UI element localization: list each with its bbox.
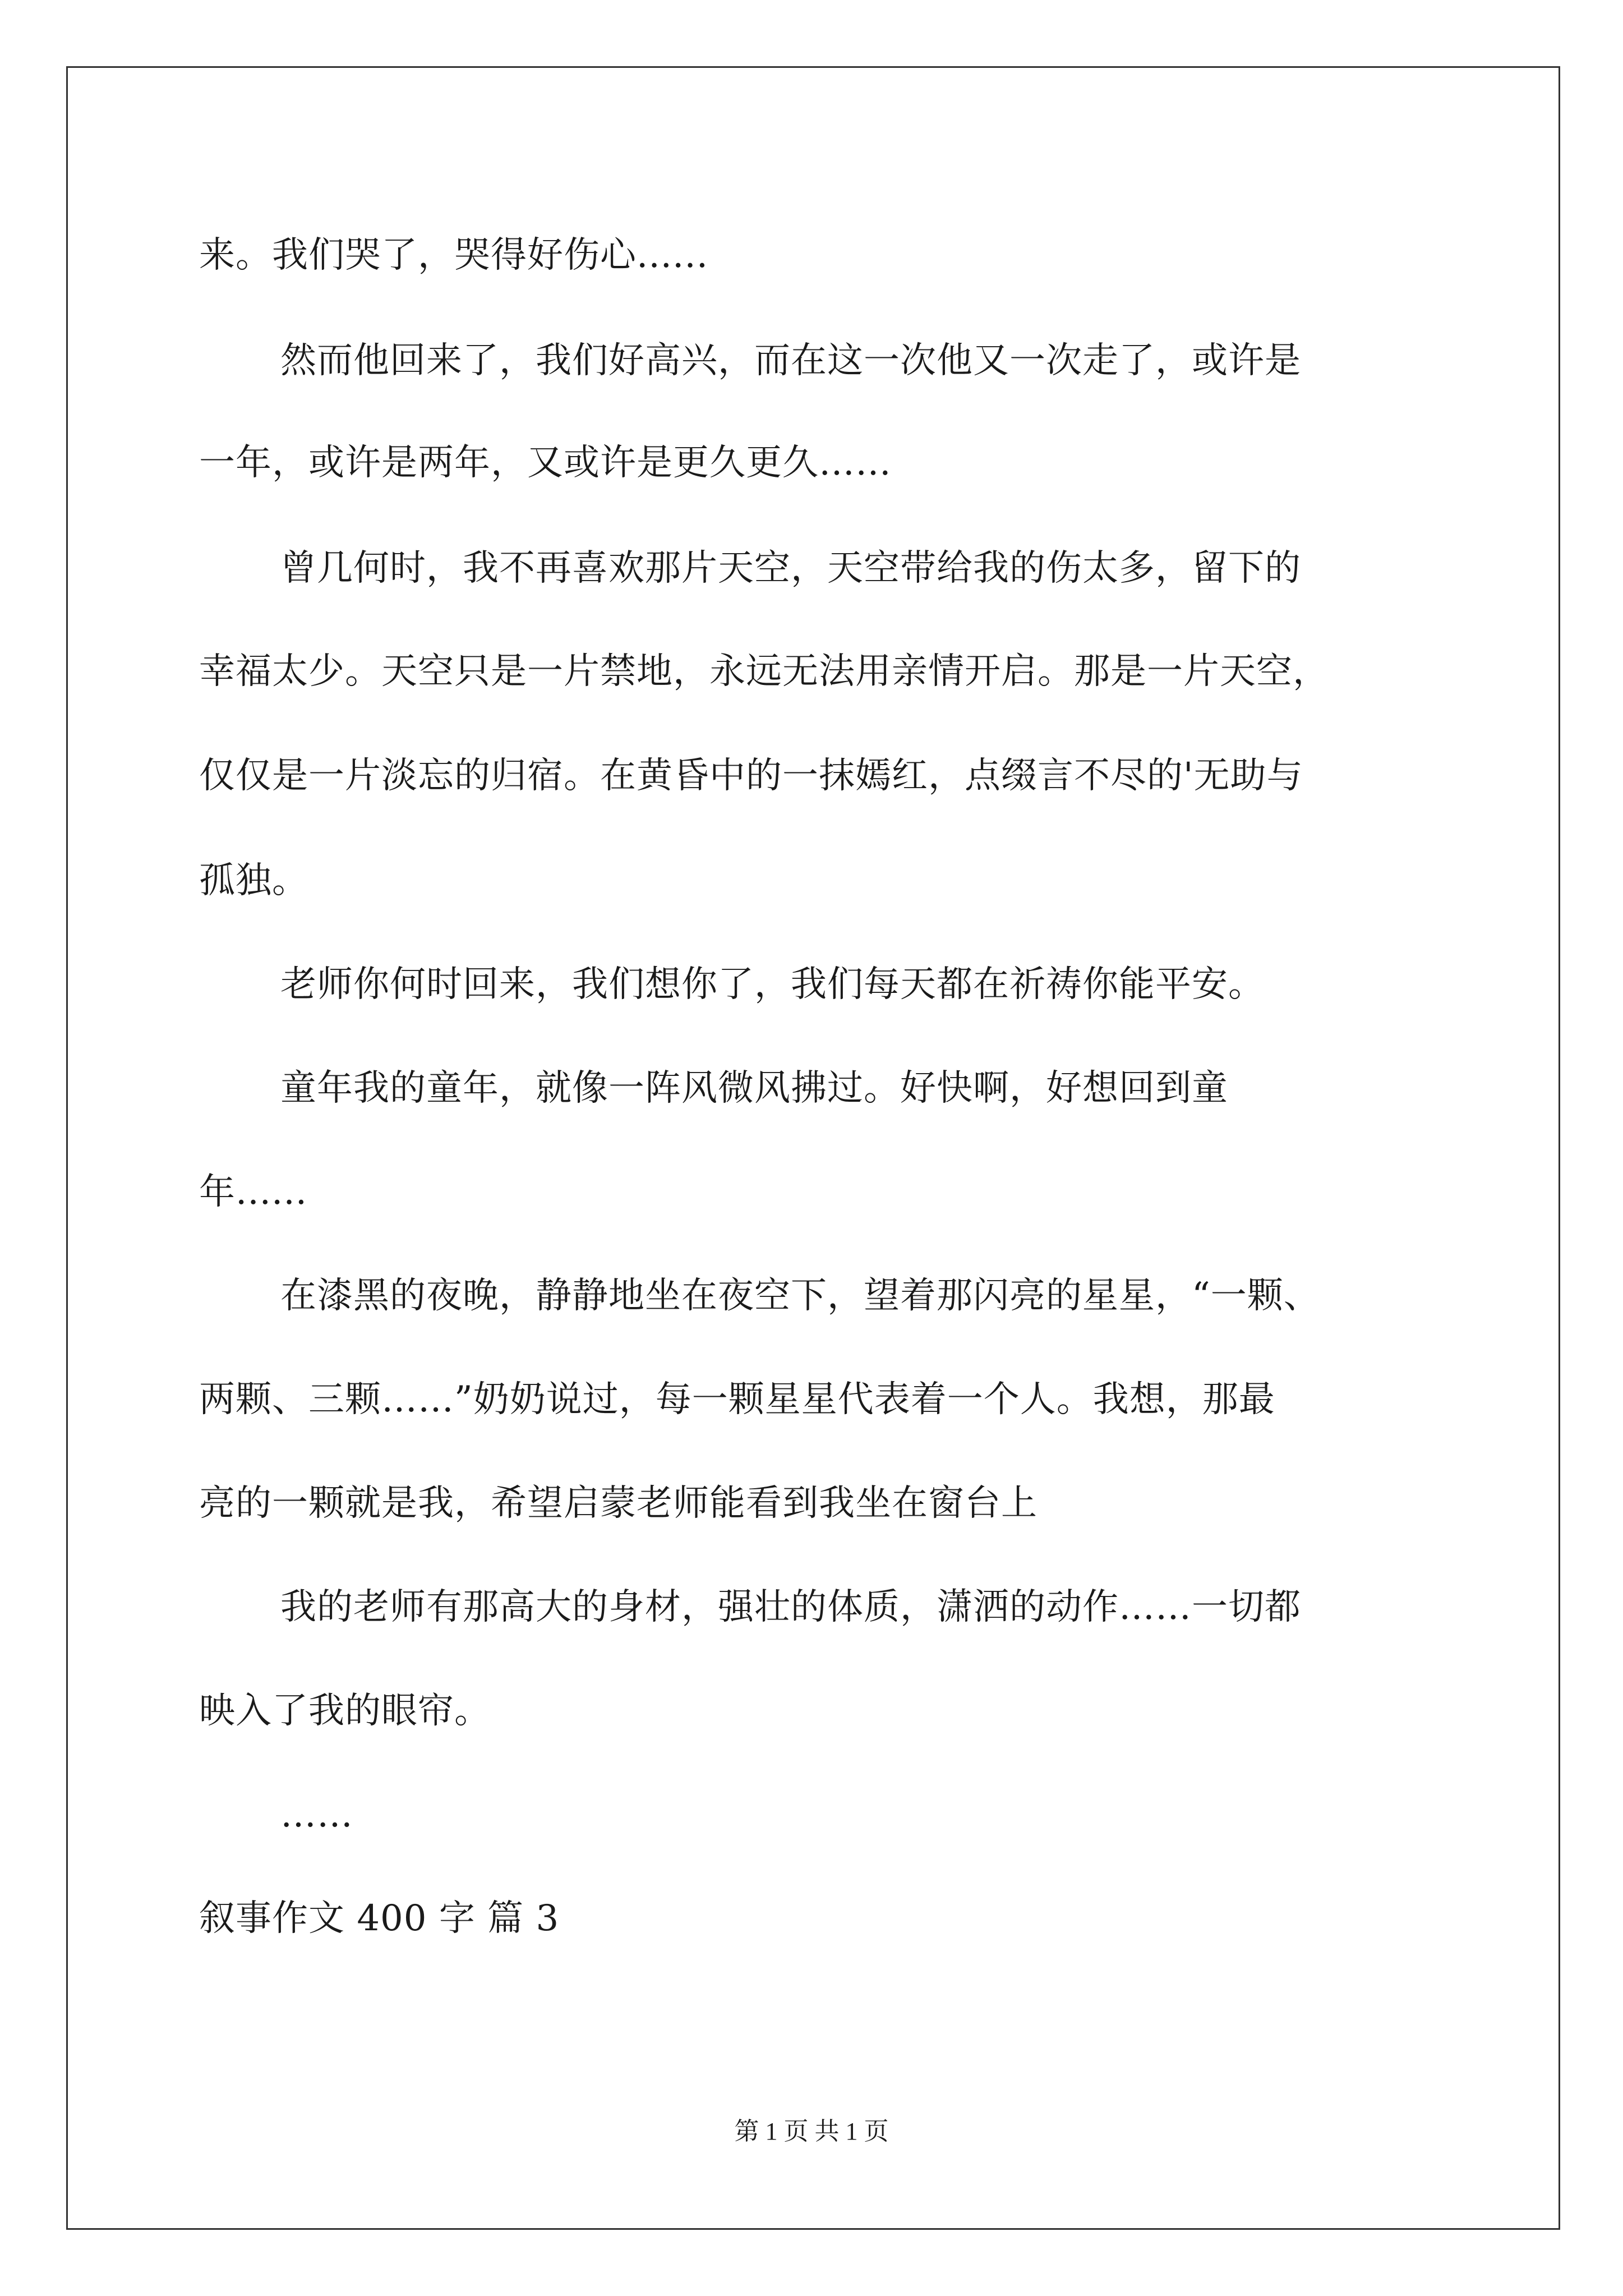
text-line-1: 来。我们哭了，哭得好伤心...... <box>199 234 709 276</box>
section-heading: 叙事作文 400 字 篇 3 <box>199 1898 560 1939</box>
text-line-13: 亮的一颗就是我，希望启蒙老师能看到我坐在窗台上 <box>199 1483 1038 1524</box>
text-line-6: 仅仅是一片淡忘的归宿。在黄昏中的一抹嫣红，点缀言不尽的'无助与 <box>199 755 1303 797</box>
page-footer: 第 1 页 共 1 页 <box>734 2118 889 2145</box>
text-line-8: 老师你何时回来，我们想你了，我们每天都在祈祷你能平安。 <box>280 964 1265 1005</box>
ellipsis-line: …… <box>280 1794 353 1835</box>
text-line-5: 幸福太少。天空只是一片禁地，永远无法用亲情开启。那是一片天空， <box>199 651 1329 692</box>
text-line-3: 一年，或许是两年，又或许是更久更久…… <box>199 442 892 484</box>
text-line-14: 我的老师有那高大的身材，强壮的体质，潇洒的动作……一切都 <box>280 1586 1301 1628</box>
text-line-15: 映入了我的眼帘。 <box>199 1690 491 1732</box>
text-line-11: 在漆黑的夜晚，静静地坐在夜空下，望着那闪亮的星星，“一颗、 <box>280 1275 1320 1317</box>
text-line-4: 曾几何时，我不再喜欢那片天空，天空带给我的伤太多，留下的 <box>280 547 1301 589</box>
text-line-9: 童年我的童年，就像一阵风微风拂过。好快啊，好想回到童 <box>280 1068 1228 1109</box>
text-line-10: 年...... <box>199 1171 308 1213</box>
text-line-7: 孤独。 <box>199 860 308 901</box>
text-line-12: 两颗、三颗……”奶奶说过，每一颗星星代表着一个人。我想，那最 <box>199 1379 1275 1420</box>
text-line-2: 然而他回来了，我们好高兴，而在这一次他又一次走了，或许是 <box>280 340 1301 381</box>
